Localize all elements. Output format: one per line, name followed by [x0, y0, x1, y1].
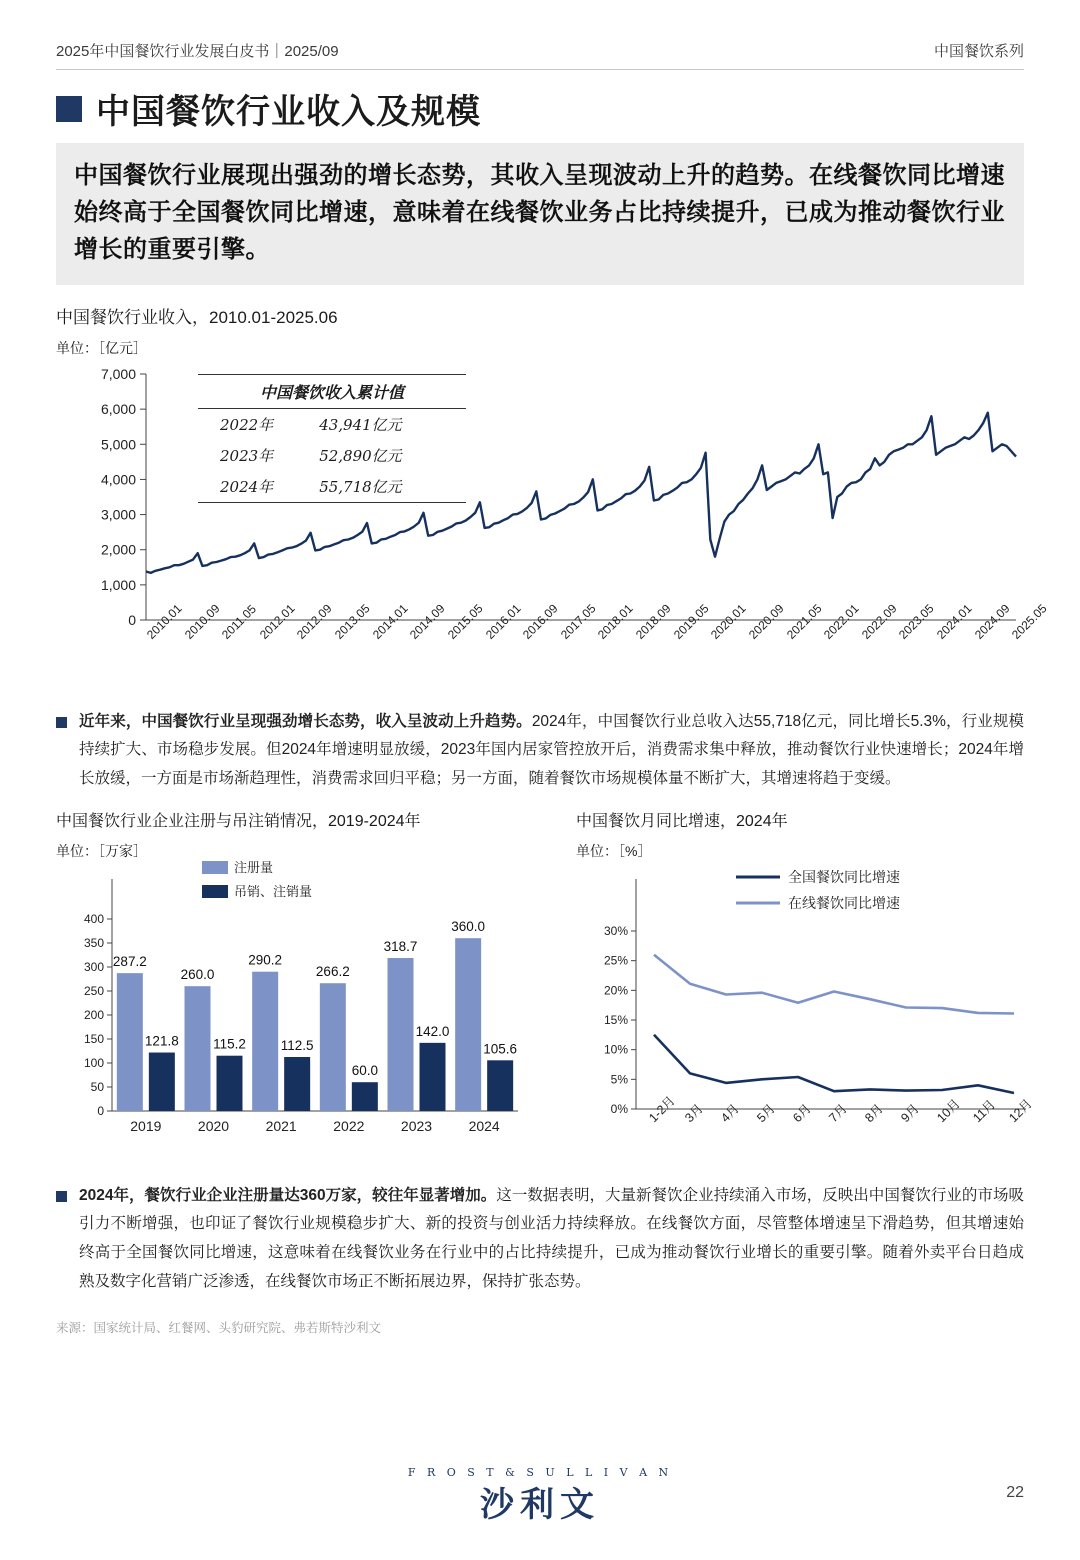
svg-text:1-2月: 1-2月: [646, 1093, 678, 1125]
svg-text:50: 50: [90, 1079, 104, 1094]
svg-text:0: 0: [128, 611, 136, 628]
svg-text:4,000: 4,000: [100, 470, 136, 487]
svg-text:142.0: 142.0: [415, 1023, 450, 1039]
page-header: [56, 0, 1024, 61]
chart1-x-label: 2018.01: [595, 600, 637, 642]
svg-text:290.2: 290.2: [248, 952, 283, 968]
chart1-x-label: 2012.09: [294, 600, 336, 642]
svg-text:200: 200: [83, 1007, 104, 1022]
svg-text:30%: 30%: [603, 923, 628, 938]
chart1-x-label: 2017.05: [557, 600, 599, 642]
brand-cn: 沙利文: [480, 1485, 600, 1525]
svg-text:6月: 6月: [790, 1101, 814, 1125]
lead-summary: 中国餐饮行业展现出强劲的增长态势，其收入呈现波动上升的趋势。在线餐饮同比增速始终高于全国餐饮同比增速，意味着在线餐饮业务占比持续提升，已成为推动餐饮行业增长的重要引擎。: [56, 143, 1024, 285]
chart1-x-label: 2019.05: [670, 600, 712, 642]
legend-row: [198, 440, 466, 471]
svg-text:0: 0: [97, 1103, 104, 1118]
paragraph-2-text: [79, 1182, 1024, 1297]
svg-text:121.8: 121.8: [144, 1033, 179, 1049]
svg-text:250: 250: [83, 983, 104, 998]
paragraph-1: [56, 708, 1024, 794]
chart1-x-label: 2016.09: [520, 600, 561, 642]
chart1-x-label: 2021.05: [783, 600, 825, 642]
chart1-legend-table: [198, 374, 466, 503]
legend-title: 中国餐饮收入累计值: [198, 375, 466, 409]
chart1-x-label: 2024.09: [971, 600, 1013, 642]
legend-row: [198, 471, 466, 502]
chart2-unit: 单位：［万家］: [56, 842, 147, 859]
svg-text:112.5: 112.5: [280, 1037, 314, 1053]
svg-text:5%: 5%: [610, 1071, 628, 1086]
chart1-x-label: 2010.01: [144, 600, 185, 642]
svg-text:7月: 7月: [826, 1101, 850, 1125]
chart1-x-label: 2022.01: [821, 600, 862, 642]
chart1-x-label: 2014.09: [407, 600, 448, 642]
charts-row: [56, 808, 1035, 1166]
source-note: 来源：国家统计局、红餐网、头豹研究院、弗若斯特沙利文: [56, 1321, 382, 1336]
chart1-x-label: 2015.05: [444, 600, 486, 642]
svg-text:25%: 25%: [603, 953, 628, 968]
chart2-column: [56, 808, 528, 1166]
chart1-x-label: 2018.09: [633, 600, 674, 642]
svg-text:150: 150: [83, 1031, 104, 1046]
paragraph-1-rest: 2024年，中国餐饮行业总收入达55,718亿元，同比增长5.3%，行业规模持续扩大、市场稳步发展。但2024年增速明显放缓，2023年国内居家管控放开后，消费需求集中释放，推动餐饮行业快速增长；2024年增长放缓，一方面是市场渐趋理性，消费需求回归平稳；另一方面，随着餐饮市场规模体量不断扩大，其增速将趋于变缓。: [79, 712, 1024, 787]
svg-text:10月: 10月: [934, 1096, 963, 1125]
svg-text:吊销、注销量: 吊销、注销量: [234, 883, 313, 899]
svg-text:318.7: 318.7: [383, 938, 418, 954]
svg-text:7,000: 7,000: [100, 365, 136, 382]
header-right: 中国餐饮系列: [933, 43, 1024, 60]
svg-text:2021: 2021: [265, 1117, 297, 1134]
page-number: 22: [1006, 1484, 1024, 1501]
svg-text:105.6: 105.6: [483, 1040, 518, 1056]
chart1-x-label: 2020.09: [745, 600, 787, 642]
svg-text:15%: 15%: [603, 1012, 628, 1027]
legend-value: 55,718亿元: [319, 477, 402, 496]
svg-text:2024: 2024: [468, 1117, 500, 1134]
chart3-unit: 单位：［%］: [576, 842, 652, 859]
brand-en: F R O S T & S U L L I V A N: [407, 1466, 673, 1479]
svg-text:100: 100: [83, 1055, 104, 1070]
svg-text:350: 350: [83, 935, 104, 950]
svg-text:5月: 5月: [754, 1101, 778, 1125]
svg-text:注册量: 注册量: [234, 860, 274, 875]
svg-text:5,000: 5,000: [100, 435, 136, 452]
chart2-caption: 中国餐饮行业企业注册与吊注销情况，2019-2024年: [56, 812, 421, 830]
chart3-column: [576, 808, 1036, 1166]
svg-text:2020: 2020: [197, 1117, 230, 1134]
bullet-square-icon: [56, 717, 67, 728]
svg-text:300: 300: [83, 959, 104, 974]
svg-text:2,000: 2,000: [100, 541, 136, 558]
svg-text:60.0: 60.0: [351, 1062, 378, 1078]
svg-text:9月: 9月: [898, 1101, 922, 1125]
chart1-x-label: 2011.05: [219, 601, 260, 642]
svg-text:0%: 0%: [610, 1101, 628, 1116]
svg-text:2019: 2019: [130, 1117, 162, 1134]
legend-year: 2023年: [220, 446, 274, 465]
paragraph-1-bold: 近年来，中国餐饮行业呈现强劲增长态势，收入呈波动上升趋势。: [79, 712, 532, 730]
svg-text:360.0: 360.0: [451, 918, 486, 934]
chart1-x-label: 2023.05: [896, 600, 938, 642]
chart1-x-label: 2013.05: [332, 600, 373, 642]
svg-text:400: 400: [83, 911, 104, 926]
paragraph-1-text: [79, 708, 1024, 794]
svg-text:115.2: 115.2: [213, 1036, 246, 1052]
svg-text:1,000: 1,000: [100, 576, 136, 593]
svg-text:10%: 10%: [603, 1042, 628, 1057]
title-text: 中国餐饮行业收入及规模: [96, 92, 481, 132]
chart1-x-label: 2020.01: [708, 600, 749, 642]
chart1-unit: 单位：［亿元］: [56, 339, 147, 356]
chart1-x-label: 2016.01: [482, 600, 524, 642]
bullet-square-icon: [56, 1191, 67, 1202]
chart1-caption: 中国餐饮行业收入，2010.01-2025.06: [56, 307, 338, 327]
header-left: 2025年中国餐饮行业发展白皮书｜2025/09: [56, 43, 339, 60]
svg-text:4月: 4月: [718, 1101, 742, 1125]
revenue-line-chart: [56, 362, 1050, 692]
svg-text:8月: 8月: [862, 1101, 886, 1125]
svg-text:12月: 12月: [1006, 1096, 1035, 1125]
svg-text:266.2: 266.2: [315, 963, 350, 979]
page-title: [56, 84, 1024, 133]
legend-row: [198, 409, 466, 440]
chart1-x-label: 2014.01: [369, 600, 411, 642]
svg-text:20%: 20%: [603, 982, 628, 997]
chart1-x-label: 2012.01: [256, 600, 298, 642]
svg-text:2023: 2023: [400, 1117, 433, 1134]
registration-bar-chart: [56, 861, 528, 1161]
header-divider: [56, 69, 1024, 70]
chart3-caption: 中国餐饮月同比增速，2024年: [576, 812, 788, 830]
legend-year: 2024年: [220, 477, 274, 496]
paragraph-2-rest: 这一数据表明，大量新餐饮企业持续涌入市场，反映出中国餐饮行业的市场吸引力不断增强，也印证了餐饮行业规模稳步扩大、新的投资与创业活力持续释放。在线餐饮方面，尽管整体增速呈下滑趋势，但其增速始终高于全国餐饮同比增速，这意味着在线餐饮业务在行业中的占比持续提升，已成为推动餐饮行业增长的重要引擎。随着外卖平台日趋成熟及数字化营销广泛渗透，在线餐饮市场正不断拓展边界，保持扩张态势。: [79, 1186, 1024, 1290]
svg-text:3月: 3月: [682, 1101, 706, 1125]
svg-text:在线餐饮同比增速: 在线餐饮同比增速: [788, 894, 900, 911]
svg-text:全国餐饮同比增速: 全国餐饮同比增速: [788, 868, 900, 885]
chart1-x-label: 2022.09: [858, 600, 900, 642]
legend-value: 52,890亿元: [319, 446, 402, 465]
page-footer: [0, 1466, 1080, 1526]
paragraph-2-bold: 2024年，餐饮行业企业注册量达360万家，较往年显著增加。: [79, 1186, 497, 1204]
svg-text:6,000: 6,000: [100, 400, 136, 417]
svg-text:3,000: 3,000: [100, 506, 136, 523]
growth-line-chart: [576, 861, 1036, 1161]
chart1-x-label: 2025.05: [1009, 600, 1050, 642]
title-square-marker: [56, 96, 82, 122]
chart1-x-label: 2010.09: [181, 600, 223, 642]
svg-text:287.2: 287.2: [112, 953, 147, 969]
paragraph-2: [56, 1182, 1024, 1297]
legend-year: 2022年: [220, 415, 274, 434]
svg-text:11月: 11月: [970, 1096, 999, 1125]
legend-value: 43,941亿元: [319, 415, 402, 434]
svg-text:2022: 2022: [333, 1117, 365, 1134]
svg-text:260.0: 260.0: [180, 966, 215, 982]
chart1-x-label: 2024.01: [934, 600, 975, 642]
